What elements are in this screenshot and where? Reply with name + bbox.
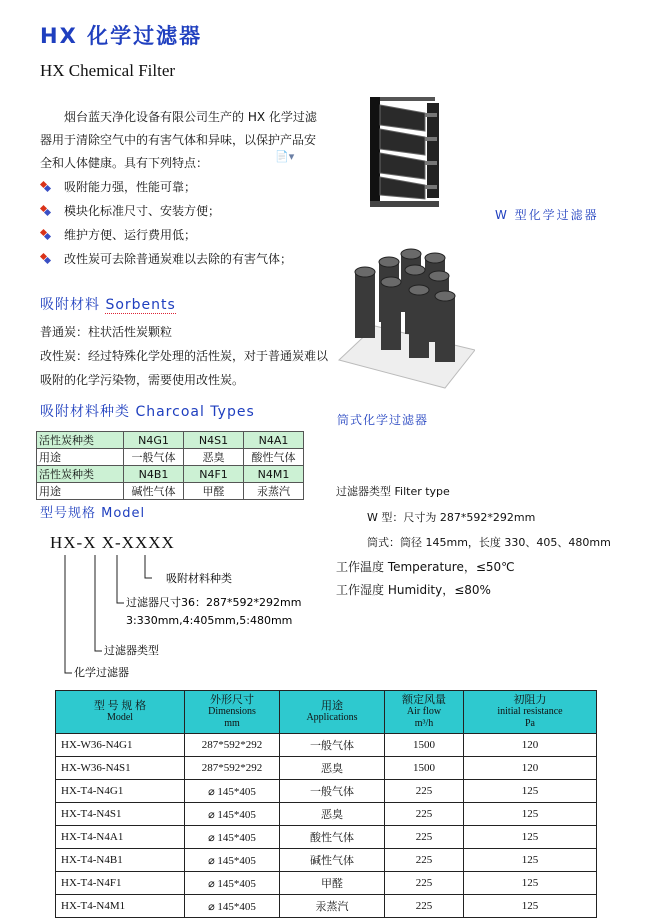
document-icon: 📄▾ [275,150,295,163]
table-row: HX-T4-N4A1 ⌀ 145*405 酸性气体 225 125 [56,826,597,849]
filter-type-label: 过滤器类型 Filter type [336,485,450,498]
bullet-icon [40,205,52,217]
feature-list [40,175,340,271]
cartridge-caption: 筒式化学过滤器 [337,413,429,427]
table-row: HX-T4-N4S1 ⌀ 145*405 恶臭 225 125 [56,803,597,826]
list-item: 改性炭可去除普通炭难以去除的有害气体； [40,247,340,271]
col-dimensions: 外形尺寸 Dimensions mm [185,691,280,734]
table-row: HX-T4-N4M1 ⌀ 145*405 汞蒸汽 225 125 [56,895,597,918]
sorbent-modified: 改性炭：经过特殊化学处理的活性炭，对于普通炭难以吸附的化学污染物，需要使用改性炭。 [40,349,329,387]
filter-type-w: W 型：尺寸为 287*592*292mm [367,511,536,524]
table-row: 用途 一般气体 恶臭 酸性气体 [37,449,304,466]
table-row: 活性炭种类 N4B1 N4F1 N4M1 [37,466,304,483]
model-code: HX-X X-XXXX [50,533,175,552]
sorbents-text [40,320,330,392]
table-row: HX-W36-N4S1 287*592*292 恶臭 1500 120 [56,757,597,780]
list-item: 维护方便、运行费用低； [40,223,340,247]
table-row: 活性炭种类 N4G1 N4S1 N4A1 [37,432,304,449]
annotation-size: 过滤器尺寸36：287*592*292mm [126,596,302,609]
charcoal-types-table [36,431,304,500]
model-heading: 型号规格 Model [40,506,146,521]
cartridge-filter-image [335,240,475,390]
model-code-diagram [50,555,310,685]
page-subtitle: HX Chemical Filter [40,61,176,80]
sorbent-normal: 普通炭：柱状活性炭颗粒 [40,325,173,339]
charcoal-types-heading: 吸附材料种类 Charcoal Types [40,404,255,420]
annotation-size-lengths: 3:330mm,4:405mm,5:480mm [126,614,293,627]
table-row: HX-T4-N4G1 ⌀ 145*405 一般气体 225 125 [56,780,597,803]
bullet-icon [40,229,52,241]
spec-table [55,690,597,918]
filter-type-cartridge: 筒式：筒径 145mm，长度 330、405、480mm [367,536,611,549]
working-humidity: 工作湿度 Humidity，≤80% [336,583,491,597]
list-item: 模块化标准尺寸、安装方便； [40,199,340,223]
bullet-icon [40,253,52,265]
list-item: 吸附能力强，性能可靠； [40,175,340,199]
w-type-caption: W 型化学过滤器 [495,208,599,222]
page-title: HX 化学过滤器 [40,24,203,48]
col-applications: 用途 Applications [280,691,385,734]
col-airflow: 额定风量 Air flow m³/h [385,691,464,734]
w-type-filter-image [365,95,450,210]
col-resistance: 初阻力 initial resistance Pa [464,691,597,734]
intro-paragraph: 烟台蓝天净化设备有限公司生产的 HX 化学过滤器用于清除空气中的有害气体和异味，以保护产品安全和人体健康。具有下列特点： [40,110,317,170]
annotation-charcoal: 吸附材料种类 [166,572,232,585]
sorbents-heading: 吸附材料 Sorbents [40,297,176,313]
annotation-type: 过滤器类型 [104,644,159,657]
table-row: HX-T4-N4B1 ⌀ 145*405 碱性气体 225 125 [56,849,597,872]
table-row: HX-T4-N4F1 ⌀ 145*405 甲醛 225 125 [56,872,597,895]
table-row: HX-W36-N4G1 287*592*292 一般气体 1500 120 [56,734,597,757]
col-model: 型 号 规 格 Model [56,691,185,734]
table-row: 用途 碱性气体 甲醛 汞蒸汽 [37,483,304,500]
working-temperature: 工作温度 Temperature，≤50℃ [336,560,515,574]
table-header-row [56,691,597,734]
annotation-chemical: 化学过滤器 [74,666,129,679]
bullet-icon [40,181,52,193]
